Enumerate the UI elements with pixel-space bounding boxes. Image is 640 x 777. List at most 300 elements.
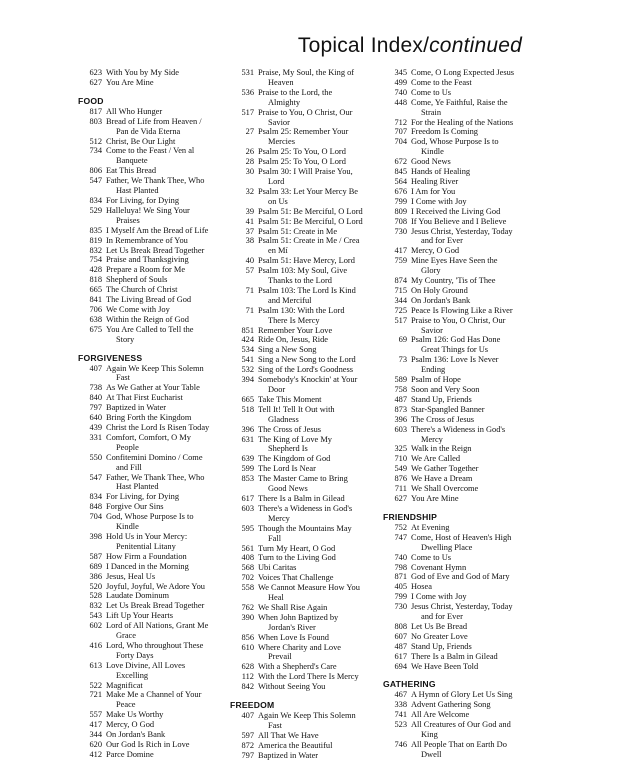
- hymn-title: [258, 88, 400, 108]
- hymn-title-line: Psalm 30: I Will Praise You,: [258, 167, 353, 177]
- hymn-title: [411, 157, 553, 167]
- hymn-title: [106, 532, 248, 552]
- index-entry: [230, 474, 400, 494]
- hymn-number: 806: [89, 166, 102, 176]
- hymn-title: [106, 295, 248, 305]
- hymn-title-continuation: Mercy: [421, 434, 443, 444]
- hymn-title-line: Ubi Caritas: [258, 563, 297, 573]
- hymn-number: 518: [241, 404, 254, 414]
- hymn-title-continuation: Prevail: [268, 652, 292, 662]
- index-entry: [230, 524, 400, 544]
- hymn-number: 325: [394, 444, 407, 454]
- hymn-title-line: Praise and Thanksgiving: [106, 255, 189, 265]
- hymn-title: [411, 256, 553, 276]
- hymn-title: [411, 68, 553, 78]
- hymn-number: 587: [89, 551, 102, 561]
- hymn-number: 394: [241, 375, 254, 385]
- index-entry: [78, 364, 248, 384]
- hymn-number: 405: [394, 582, 407, 592]
- hymn-title-continuation: Fast: [116, 373, 130, 383]
- index-entry: [230, 167, 400, 187]
- hymn-title: [106, 206, 248, 226]
- hymn-number: 549: [394, 464, 407, 474]
- hymn-number: 603: [241, 503, 254, 513]
- hymn-title: [258, 355, 400, 365]
- index-entry: [230, 643, 400, 663]
- hymn-title-line: Voices That Challenge: [258, 573, 334, 583]
- section-heading: FRIENDSHIP: [383, 511, 438, 522]
- hymn-number: 547: [89, 472, 102, 482]
- hymn-title-line: The Church of Christ: [106, 285, 178, 295]
- index-entry: [78, 611, 248, 621]
- hymn-title: [106, 413, 248, 423]
- hymn-title-line: We Gather Together: [411, 464, 479, 474]
- hymn-title-continuation: Kindle: [116, 522, 139, 532]
- hymn-title-line: The King of Love My: [258, 434, 332, 444]
- hymn-number: 817: [89, 106, 102, 116]
- hymn-title: [106, 661, 248, 681]
- index-entry: [78, 295, 248, 305]
- hymn-number: 416: [89, 640, 102, 650]
- hymn-title: [106, 364, 248, 384]
- hymn-title-continuation: on Us: [268, 196, 288, 206]
- index-entry: [230, 147, 400, 157]
- index-entry: [230, 583, 400, 603]
- hymn-number: 550: [89, 452, 102, 462]
- hymn-title: [411, 592, 553, 602]
- hymn-title-line: Psalm 103: My Soul, Give: [258, 266, 348, 276]
- index-entry: [383, 217, 553, 227]
- hymn-title-line: Hosea: [411, 582, 432, 592]
- index-entry: [383, 316, 553, 336]
- hymn-number: 32: [245, 186, 254, 196]
- section-heading: FOOD: [78, 95, 104, 106]
- index-entry: [383, 592, 553, 602]
- hymn-number: 721: [89, 690, 102, 700]
- index-entry: [230, 425, 400, 435]
- hymn-title-line: You Are Mine: [106, 77, 154, 87]
- hymn-number: 547: [89, 176, 102, 186]
- hymn-title-continuation: Banquete: [116, 156, 148, 166]
- index-entry: [230, 306, 400, 326]
- hymn-number: 845: [394, 167, 407, 177]
- hymn-title: [258, 603, 400, 613]
- index-entry: [78, 275, 248, 285]
- hymn-title: [258, 494, 400, 504]
- index-entry: [230, 573, 400, 583]
- hymn-title: [258, 326, 400, 336]
- hymn-title: [411, 710, 553, 720]
- index-entry: [383, 425, 553, 445]
- hymn-title: [411, 720, 553, 740]
- hymn-title: [411, 355, 553, 375]
- index-entry: [78, 166, 248, 176]
- index-entry: [383, 296, 553, 306]
- hymn-title: [106, 315, 248, 325]
- index-entry: [383, 276, 553, 286]
- hymn-title-line: No Greater Love: [411, 631, 468, 641]
- hymn-number: 398: [89, 531, 102, 541]
- hymn-title: [106, 255, 248, 265]
- hymn-title: [106, 453, 248, 473]
- index-entry: [230, 365, 400, 375]
- hymn-title: [258, 286, 400, 306]
- hymn-title: [258, 266, 400, 286]
- hymn-title: [258, 147, 400, 157]
- hymn-title: [106, 146, 248, 166]
- hymn-number: 708: [394, 216, 407, 226]
- hymn-title: [106, 68, 248, 78]
- hymn-title-line: On Jordan's Bank: [411, 295, 471, 305]
- hymn-number: 338: [394, 700, 407, 710]
- hymn-title-line: Psalm 51: Be Merciful, O Lord: [258, 206, 363, 216]
- hymn-title-line: Where Charity and Love: [258, 642, 342, 652]
- index-entry: [230, 286, 400, 306]
- hymn-number: 746: [394, 740, 407, 749]
- index-entry: [383, 355, 553, 375]
- hymn-title: [258, 236, 400, 256]
- hymn-number: 529: [89, 205, 102, 215]
- hymn-number: 640: [89, 413, 102, 423]
- hymn-number: 715: [394, 285, 407, 295]
- hymn-title-line: Sing of the Lord's Goodness: [258, 365, 354, 375]
- hymn-number: 617: [241, 493, 254, 503]
- hymn-title-continuation: Fall: [268, 533, 282, 543]
- hymn-number: 561: [241, 543, 254, 553]
- hymn-title-line: When Love Is Found: [258, 632, 329, 642]
- hymn-title-line: With a Shepherd's Care: [258, 662, 337, 672]
- hymn-title-continuation: Shepherd Is: [268, 444, 308, 454]
- hymn-number: 707: [394, 127, 407, 137]
- hymn-title: [411, 602, 553, 622]
- index-entry: [383, 306, 553, 316]
- hymn-title-line: The Cross of Jesus: [258, 424, 322, 434]
- hymn-title-line: I Received the Living God: [411, 206, 501, 216]
- index-entry: [230, 108, 400, 128]
- hymn-number: 28: [245, 157, 254, 167]
- hymn-title: [106, 117, 248, 137]
- index-entry: [383, 395, 553, 405]
- hymn-title: [258, 731, 400, 741]
- index-entry: [383, 454, 553, 464]
- hymn-number: 30: [245, 167, 254, 177]
- index-entry: [230, 355, 400, 365]
- index-entry: [78, 206, 248, 226]
- hymn-title: [411, 177, 553, 187]
- hymn-title: [258, 187, 400, 207]
- index-entry: [78, 78, 248, 88]
- hymn-number: 40: [245, 256, 254, 266]
- hymn-title: [258, 504, 400, 524]
- page-title: [298, 34, 522, 58]
- index-entry: [78, 601, 248, 611]
- index-entry: [230, 563, 400, 573]
- hymn-number: 627: [394, 493, 407, 503]
- index-entry: [78, 710, 248, 720]
- index-entry: [78, 661, 248, 681]
- hymn-title: [258, 583, 400, 603]
- hymn-number: 799: [394, 592, 407, 602]
- index-entry: [230, 464, 400, 474]
- hymn-number: 467: [394, 690, 407, 700]
- hymn-title-line: Turn to the Living God: [258, 553, 336, 563]
- hymn-title: [258, 425, 400, 435]
- hymn-title: [411, 415, 553, 425]
- hymn-title: [106, 226, 248, 236]
- hymn-title-continuation: Great Things for Us: [421, 345, 489, 355]
- hymn-title: [258, 335, 400, 345]
- hymn-title: [106, 572, 248, 582]
- index-column-2: [230, 68, 400, 761]
- index-entry: [383, 246, 553, 256]
- hymn-title: [411, 632, 553, 642]
- hymn-number: 639: [241, 454, 254, 464]
- hymn-title: [411, 296, 553, 306]
- hymn-title-line: Bread of Life from Heaven /: [106, 116, 202, 126]
- index-entry: [383, 622, 553, 632]
- hymn-number: 704: [394, 137, 407, 147]
- hymn-title: [106, 236, 248, 246]
- hymn-title-line: Praise to You, O Christ, Our: [258, 107, 353, 117]
- hymn-title: [106, 473, 248, 493]
- hymn-number: 819: [89, 235, 102, 245]
- hymn-title-continuation: Fast: [268, 721, 282, 730]
- hymn-title: [106, 502, 248, 512]
- index-entry: [230, 435, 400, 455]
- hymn-title-line: Come to the Feast / Ven al: [106, 146, 195, 156]
- index-entry: [230, 711, 400, 731]
- index-entry: [78, 246, 248, 256]
- hymn-title-continuation: Forty Days: [116, 650, 154, 660]
- hymn-title-line: Jesus Christ, Yesterday, Today: [411, 226, 513, 236]
- hymn-title: [106, 166, 248, 176]
- hymn-title: [411, 484, 553, 494]
- title-main: Topical Index/: [297, 34, 430, 57]
- index-entry: [383, 157, 553, 167]
- hymn-title-line: Ride On, Jesus, Ride: [258, 335, 329, 345]
- hymn-title: [258, 633, 400, 643]
- hymn-title-line: Psalm 25: Remember Your: [258, 127, 349, 137]
- hymn-title-line: Baptized in Water: [106, 403, 167, 413]
- hymn-title-line: Shepherd of Souls: [106, 275, 168, 285]
- hymn-title: [258, 741, 400, 751]
- hymn-title-line: All That We Have: [258, 730, 319, 740]
- hymn-title: [258, 435, 400, 455]
- hymn-title: [258, 306, 400, 326]
- hymn-title: [106, 423, 248, 433]
- hymn-number: 617: [394, 651, 407, 661]
- index-entry: [383, 227, 553, 247]
- hymn-number: 759: [394, 256, 407, 266]
- index-entry: [230, 682, 400, 692]
- hymn-title: [106, 681, 248, 691]
- hymn-title: [258, 127, 400, 147]
- index-entry: [230, 236, 400, 256]
- index-entry: [383, 464, 553, 474]
- hymn-title: [258, 544, 400, 554]
- hymn-number: 487: [394, 394, 407, 404]
- hymn-title-line: We Shall Overcome: [411, 484, 479, 494]
- hymn-number: 832: [89, 601, 102, 611]
- index-entry: [230, 454, 400, 464]
- index-entry: [230, 187, 400, 207]
- hymn-number: 543: [89, 611, 102, 621]
- hymn-title: [411, 316, 553, 336]
- index-entry: [78, 413, 248, 423]
- hymn-number: 417: [89, 720, 102, 730]
- index-entry: [78, 325, 248, 345]
- hymn-number: 797: [89, 403, 102, 413]
- hymn-title-line: There Is a Balm in Gilead: [411, 651, 498, 661]
- hymn-number: 610: [241, 642, 254, 652]
- index-entry: [383, 662, 553, 672]
- hymn-title-line: Come, Ye Faithful, Raise the: [411, 97, 508, 107]
- index-entry: [78, 68, 248, 78]
- hymn-title-line: Star-Spangled Banner: [411, 404, 485, 414]
- hymn-number: 638: [89, 314, 102, 324]
- hymn-title: [411, 563, 553, 573]
- hymn-title: [411, 533, 553, 553]
- index-entry: [78, 236, 248, 246]
- index-entry: [383, 286, 553, 296]
- hymn-title-line: I Myself Am the Bread of Life: [106, 225, 209, 235]
- hymn-title: [106, 591, 248, 601]
- hymn-number: 834: [89, 195, 102, 205]
- hymn-number: 754: [89, 255, 102, 265]
- hymn-title: [106, 305, 248, 315]
- hymn-number: 390: [241, 612, 254, 622]
- index-entry: [383, 632, 553, 642]
- hymn-title: [411, 523, 553, 533]
- hymn-title-continuation: Grace: [116, 631, 136, 641]
- hymn-title-line: Though the Mountains May: [258, 523, 352, 533]
- index-entry: [230, 633, 400, 643]
- index-entry: [78, 423, 248, 433]
- hymn-number: 676: [394, 186, 407, 196]
- hymn-number: 558: [241, 583, 254, 593]
- hymn-title-line: Christ, Be Our Light: [106, 136, 176, 146]
- index-entry: [230, 494, 400, 504]
- hymn-title-line: Jesus, Heal Us: [106, 571, 156, 581]
- hymn-title-line: The Lord Is Near: [258, 464, 316, 474]
- index-entry: [78, 226, 248, 236]
- index-entry: [230, 88, 400, 108]
- title-continued: continued: [429, 34, 522, 57]
- hymn-title: [258, 573, 400, 583]
- hymn-number: 841: [89, 295, 102, 305]
- index-entry: [78, 315, 248, 325]
- hymn-title-continuation: Hast Planted: [116, 186, 159, 196]
- hymn-number: 57: [245, 266, 254, 276]
- index-entry: [78, 383, 248, 393]
- index-entry: [383, 197, 553, 207]
- hymn-title-line: Let Us Break Bread Together: [106, 245, 205, 255]
- hymn-title: [106, 720, 248, 730]
- hymn-title: [411, 306, 553, 316]
- hymn-title: [258, 643, 400, 663]
- hymn-title-line: Psalm 136: Love Is Never: [411, 355, 499, 365]
- hymn-title: [258, 207, 400, 217]
- hymn-title: [411, 464, 553, 474]
- hymn-number: 528: [89, 591, 102, 601]
- hymn-number: 599: [241, 464, 254, 474]
- hymn-title: [106, 512, 248, 532]
- hymn-title-line: There Is a Balm in Gilead: [258, 493, 345, 503]
- index-entry: [78, 255, 248, 265]
- hymn-number: 589: [394, 375, 407, 385]
- hymn-number: 71: [245, 285, 254, 295]
- hymn-title-line: Mercy, O God: [411, 246, 460, 256]
- hymn-title-line: I Come with Joy: [411, 592, 467, 602]
- hymn-title-line: At That First Eucharist: [106, 393, 183, 403]
- hymn-title-line: Baptized in Water: [258, 750, 319, 760]
- index-entry: [383, 335, 553, 355]
- hymn-number: 603: [394, 424, 407, 434]
- index-entry: [78, 176, 248, 196]
- hymn-title: [258, 613, 400, 633]
- hymn-number: 531: [241, 68, 254, 77]
- hymn-title: [411, 572, 553, 582]
- hymn-title-line: Joyful, Joyful, We Adore You: [106, 581, 205, 591]
- hymn-title-line: You Are Called to Tell the: [106, 324, 194, 334]
- hymn-title: [258, 524, 400, 544]
- hymn-number: 417: [394, 246, 407, 256]
- hymn-title-line: Psalm 51: Create in Me: [258, 226, 338, 236]
- hymn-number: 734: [89, 146, 102, 156]
- hymn-number: 623: [89, 68, 102, 77]
- hymn-title-line: Make Me a Channel of Your: [106, 690, 202, 700]
- hymn-number: 613: [89, 660, 102, 670]
- hymn-title-line: We Are Called: [411, 454, 461, 464]
- index-entry: [78, 730, 248, 740]
- hymn-title-line: A Hymn of Glory Let Us Sing: [411, 690, 513, 700]
- hymn-number: 740: [394, 552, 407, 562]
- hymn-number: 439: [89, 423, 102, 432]
- hymn-number: 740: [394, 87, 407, 97]
- hymn-title: [258, 464, 400, 474]
- hymn-title-line: Come to the Feast: [411, 77, 472, 87]
- hymn-title: [106, 265, 248, 275]
- hymn-title-continuation: Savior: [268, 117, 290, 127]
- hymn-number: 627: [89, 77, 102, 87]
- index-entry: [383, 98, 553, 118]
- hymn-title-line: Bring Forth the Kingdom: [106, 413, 192, 423]
- index-entry: [230, 662, 400, 672]
- hymn-title-line: Covenant Hymn: [411, 562, 467, 572]
- hymn-title-line: God, Whose Purpose Is to: [106, 512, 194, 522]
- hymn-title: [258, 395, 400, 405]
- index-entry: [78, 582, 248, 592]
- hymn-number: 73: [398, 355, 407, 365]
- hymn-title-line: On Holy Ground: [411, 285, 468, 295]
- index-entry: [383, 652, 553, 662]
- hymn-title: [258, 256, 400, 266]
- hymn-title: [258, 454, 400, 464]
- index-entry: [230, 375, 400, 395]
- hymn-number: 607: [394, 631, 407, 641]
- hymn-title-line: Come, Host of Heaven's High: [411, 532, 512, 542]
- hymn-title-line: Somebody's Knockin' at Your: [258, 375, 358, 385]
- index-entry: [383, 256, 553, 276]
- hymn-title-line: Psalm 25: To You, O Lord: [258, 157, 346, 167]
- hymn-title: [258, 563, 400, 573]
- hymn-number: 38: [245, 236, 254, 246]
- index-entry: [230, 217, 400, 227]
- hymn-title-line: As We Gather at Your Table: [106, 383, 200, 393]
- hymn-title-continuation: and Fill: [116, 462, 142, 472]
- hymn-title-line: At Evening: [411, 522, 450, 532]
- hymn-title: [411, 286, 553, 296]
